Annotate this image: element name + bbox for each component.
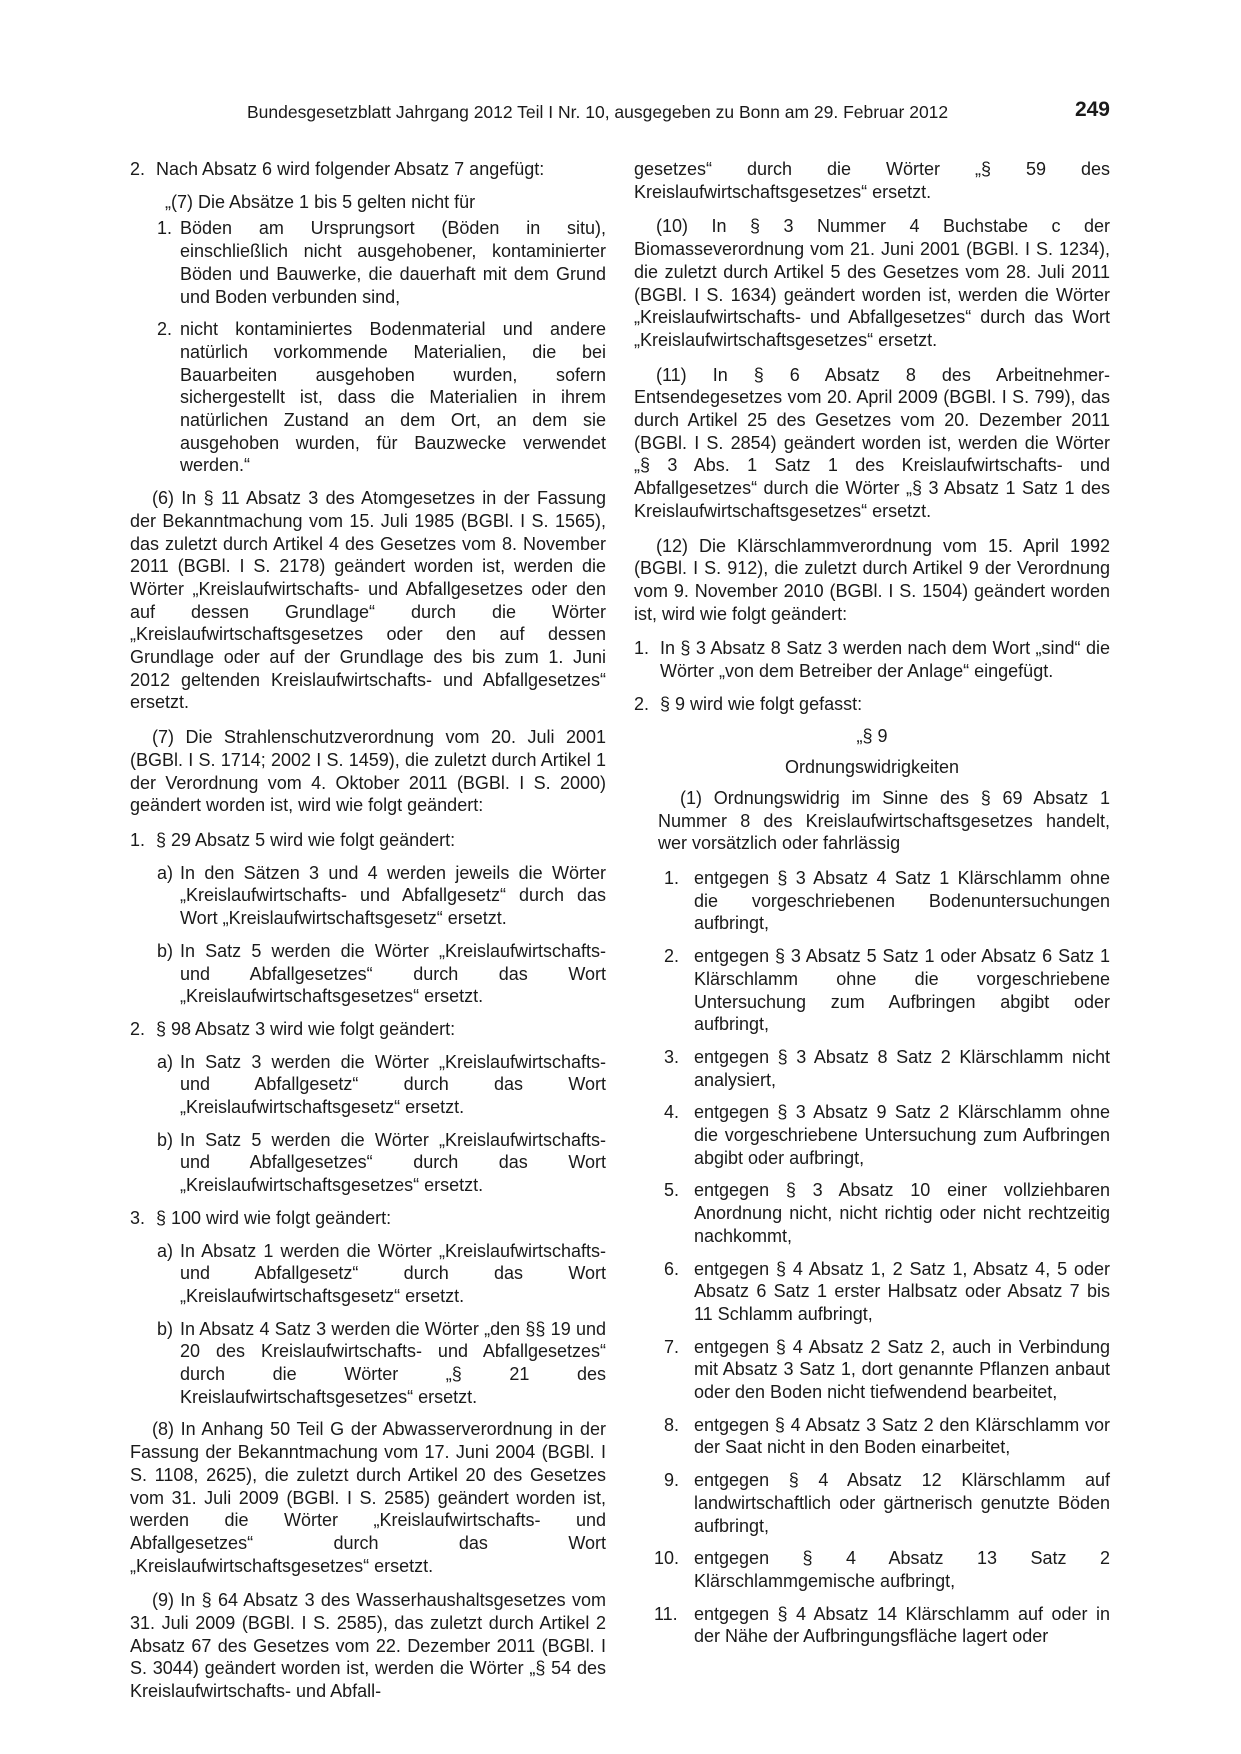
list-item: 7. entgegen § 4 Absatz 2 Satz 2, auch in Verbindung mit Absatz 3 Satz 1, dort genannte Pflanzen anbaut oder den Boden nicht tiefwendend bearbeitet, bbox=[664, 1336, 1110, 1403]
list-item: 2. Nach Absatz 6 wird folgender Absatz 7 angefügt: bbox=[130, 159, 545, 179]
list-item: 1. In § 3 Absatz 8 Satz 3 werden nach dem Wort „sind“ die Wörter „von dem Betreiber der Anlage“ eingefügt. bbox=[634, 638, 1110, 682]
paragraph-6: (6) In § 11 Absatz 3 des Atomgesetzes in der Fassung der Bekanntmachung vom 15. Juli 1985 (BGBl. I S. 1565), das zuletzt durch Artikel 4 des Gesetzes vom 8. November 2011 (BGBl. I S. 2178) geändert worden ist, werden die Wörter „Kreislaufwirtschafts- und Abfallgesetzes oder den auf dessen Grundlage“ durch die Wörter „Kreislaufwirtschaftsgesetzes oder den auf dessen Grundlage oder auf der Grundlage des bis zum 1. Juni 2012 geltenden Kreislaufwirtschafts- und Abfallgesetzes“ ersetzt. bbox=[130, 488, 606, 713]
paragraph-11: (11) In § 6 Absatz 8 des Arbeitnehmer-Entsendegesetzes vom 20. April 2009 (BGBl. I S. 799), das durch Artikel 25 des Gesetzes vom 20. Dezember 2011 (BGBl. I S. 2854) geändert worden ist, werden die Wörter „§ 3 Abs. 1 Satz 1 des Kreislaufwirtschafts- und Abfallgesetzes“ durch die Wörter „§ 3 Absatz 1 Satz 1 des Kreislaufwirtschaftsgesetzes“ ersetzt. bbox=[634, 364, 1110, 521]
section-heading: „§ 9 bbox=[856, 726, 888, 747]
list-item: 2. entgegen § 3 Absatz 5 Satz 1 oder Absatz 6 Satz 1 Klärschlamm ohne die vorgeschriebene Untersuchung zum Aufbringen abgibt oder aufbringt, bbox=[664, 946, 1110, 1035]
list-item: 9. entgegen § 4 Absatz 12 Klärschlamm auf landwirtschaftlich oder gärtnerisch genutzte Böden aufbringt, bbox=[664, 1470, 1110, 1536]
list-item: 5. entgegen § 3 Absatz 10 einer vollziehbaren Anordnung nicht, nicht richtig oder nicht rechtzeitig nachkommt, bbox=[664, 1180, 1110, 1246]
list-item: 3. § 100 wird wie folgt geändert: bbox=[130, 1207, 392, 1228]
list-item: 8. entgegen § 4 Absatz 3 Satz 2 den Klärschlamm vor der Saat nicht in den Boden einarbeitet, bbox=[664, 1414, 1110, 1458]
list-item: 2. nicht kontaminiertes Bodenmaterial und andere natürlich vorkommende Materialien, die bei Bauarbeiten ausgehoben wurden, sofern sichergestellt ist, dass die Materialien in ihrem natürlichen Zustand an dem Ort, an dem sie ausgehoben wurden, für Bauzwecke verwendet werden.“ bbox=[157, 319, 606, 476]
right-column bbox=[634, 158, 1110, 1658]
list-item: a) In Absatz 1 werden die Wörter „Kreislaufwirtschafts- und Abfallgesetz“ durch das Wort „Kreislaufwirtschaftsgesetz“ ersetzt. bbox=[157, 1240, 606, 1306]
list-item: a) In Satz 3 werden die Wörter „Kreislaufwirtschafts- und Abfallgesetz“ durch das Wort „Kreislaufwirtschaftsgesetz“ ersetzt. bbox=[157, 1051, 606, 1118]
paragraph-12: (12) Die Klärschlammverordnung vom 15. April 1992 (BGBl. I S. 912), die zuletzt durch Artikel 9 der Verordnung vom 9. November 2010 (BGBl. I S. 1504) geändert worden ist, wird wie folgt geändert: bbox=[634, 535, 1110, 624]
list-item: 2. § 98 Absatz 3 wird wie folgt geändert: bbox=[130, 1018, 456, 1039]
list-item: 6. entgegen § 4 Absatz 1, 2 Satz 1, Absatz 4, 5 oder Absatz 6 Satz 1 erster Halbsatz oder Absatz 7 bis 11 Schlamm aufbringt, bbox=[664, 1258, 1110, 1324]
list-item: 4. entgegen § 3 Absatz 9 Satz 2 Klärschlamm ohne die vorgeschriebene Untersuchung zum Aufbringen abgibt oder aufbringt, bbox=[664, 1102, 1110, 1168]
list-item: 11. entgegen § 4 Absatz 14 Klärschlamm auf oder in der Nähe der Aufbringungsfläche lagert oder bbox=[654, 1603, 1110, 1647]
page-number: 249 bbox=[1074, 98, 1110, 121]
paragraph-10: (10) In § 3 Nummer 4 Buchstabe c der Biomasseverordnung vom 21. Juni 2001 (BGBl. I S. 1234), die zuletzt durch Artikel 5 des Gesetzes vom 28. Juli 2011 (BGBl. I S. 1634) geändert worden ist, werden die Wörter „Kreislaufwirtschafts- und Abfallgesetzes“ durch das Wort „Kreislaufwirtschaftsgesetzes“ ersetzt. bbox=[634, 216, 1110, 350]
section-intro: (1) Ordnungswidrig im Sinne des § 69 Absatz 1 Nummer 8 des Kreislaufwirtschaftsgesetzes handelt, wer vorsätzlich oder fahrlässig bbox=[658, 787, 1110, 854]
paragraph-continuation: gesetzes“ durch die Wörter „§ 59 des Kreislaufwirtschaftsgesetzes“ ersetzt. bbox=[634, 159, 1110, 202]
paragraph-8: (8) In Anhang 50 Teil G der Abwasserverordnung in der Fassung der Bekanntmachung vom 17. Juni 2004 (BGBl. I S. 1108, 2625), die zuletzt durch Artikel 20 des Gesetzes vom 31. Juli 2009 (BGBl. I S. 2585) geändert worden ist, werden die Wörter „Kreislaufwirtschafts- und Abfallgesetzes“ durch das Wort „Kreislaufwirtschaftsgesetzes“ ersetzt. bbox=[130, 1419, 606, 1576]
quoted-paragraph: „(7) Die Absätze 1 bis 5 gelten nicht für bbox=[165, 191, 476, 212]
list-item: 1. § 29 Absatz 5 wird wie folgt geändert: bbox=[130, 829, 456, 850]
paragraph-7: (7) Die Strahlenschutzverordnung vom 20. Juli 2001 (BGBl. I S. 1714; 2002 I S. 1459), die zuletzt durch Artikel 1 der Verordnung vom 4. Oktober 2011 (BGBl. I S. 2000) geändert worden ist, wird wie folgt geändert: bbox=[130, 727, 606, 816]
list-item: b) In Absatz 4 Satz 3 werden die Wörter „den §§ 19 und 20 des Kreislaufwirtschafts- und Abfallgesetzes“ durch die Wörter „§ 21 des Kreislaufwirtschaftsgesetzes“ ersetzt. bbox=[157, 1318, 606, 1407]
list-item: b) In Satz 5 werden die Wörter „Kreislaufwirtschafts- und Abfallgesetzes“ durch das Wort „Kreislaufwirtschaftsgesetzes“ ersetzt. bbox=[157, 940, 606, 1007]
section-title: Ordnungswidrigkeiten bbox=[784, 757, 960, 778]
list-item: 2. § 9 wird wie folgt gefasst: bbox=[634, 693, 863, 714]
paragraph-9: (9) In § 64 Absatz 3 des Wasserhaushaltsgesetzes vom 31. Juli 2009 (BGBl. I S. 2585), das zuletzt durch Artikel 2 Absatz 67 des Gesetzes vom 22. Dezember 2011 (BGBl. I S. 3044) geändert worden ist, werden die Wörter „§ 54 des Kreislaufwirtschafts- und Abfall- bbox=[130, 1590, 606, 1702]
running-title: Bundesgesetzblatt Jahrgang 2012 Teil I Nr. 10, ausgegeben zu Bonn am 29. Februar 2012 bbox=[247, 102, 949, 122]
page-header bbox=[130, 98, 1110, 128]
list-item: 10. entgegen § 4 Absatz 13 Satz 2 Klärschlammgemische aufbringt, bbox=[654, 1548, 1110, 1591]
list-item: a) In den Sätzen 3 und 4 werden jeweils die Wörter „Kreislaufwirtschafts- und Abfallgesetz“ durch das Wort „Kreislaufwirtschaftsgesetz“ ersetzt. bbox=[157, 862, 606, 929]
left-column bbox=[130, 158, 606, 1715]
list-item: b) In Satz 5 werden die Wörter „Kreislaufwirtschafts- und Abfallgesetzes“ durch das Wort „Kreislaufwirtschaftsgesetzes“ ersetzt. bbox=[157, 1129, 606, 1196]
list-item: 1. Böden am Ursprungsort (Böden in situ), einschließlich nicht ausgehobener, kontaminierter Böden und Bauwerke, die dauerhaft mit dem Grund und Boden verbunden sind, bbox=[157, 218, 606, 307]
list-item: 3. entgegen § 3 Absatz 8 Satz 2 Klärschlamm nicht analysiert, bbox=[664, 1046, 1110, 1090]
list-item: 1. entgegen § 3 Absatz 4 Satz 1 Klärschlamm ohne die vorgeschriebenen Bodenuntersuchungen aufbringt, bbox=[664, 867, 1110, 934]
